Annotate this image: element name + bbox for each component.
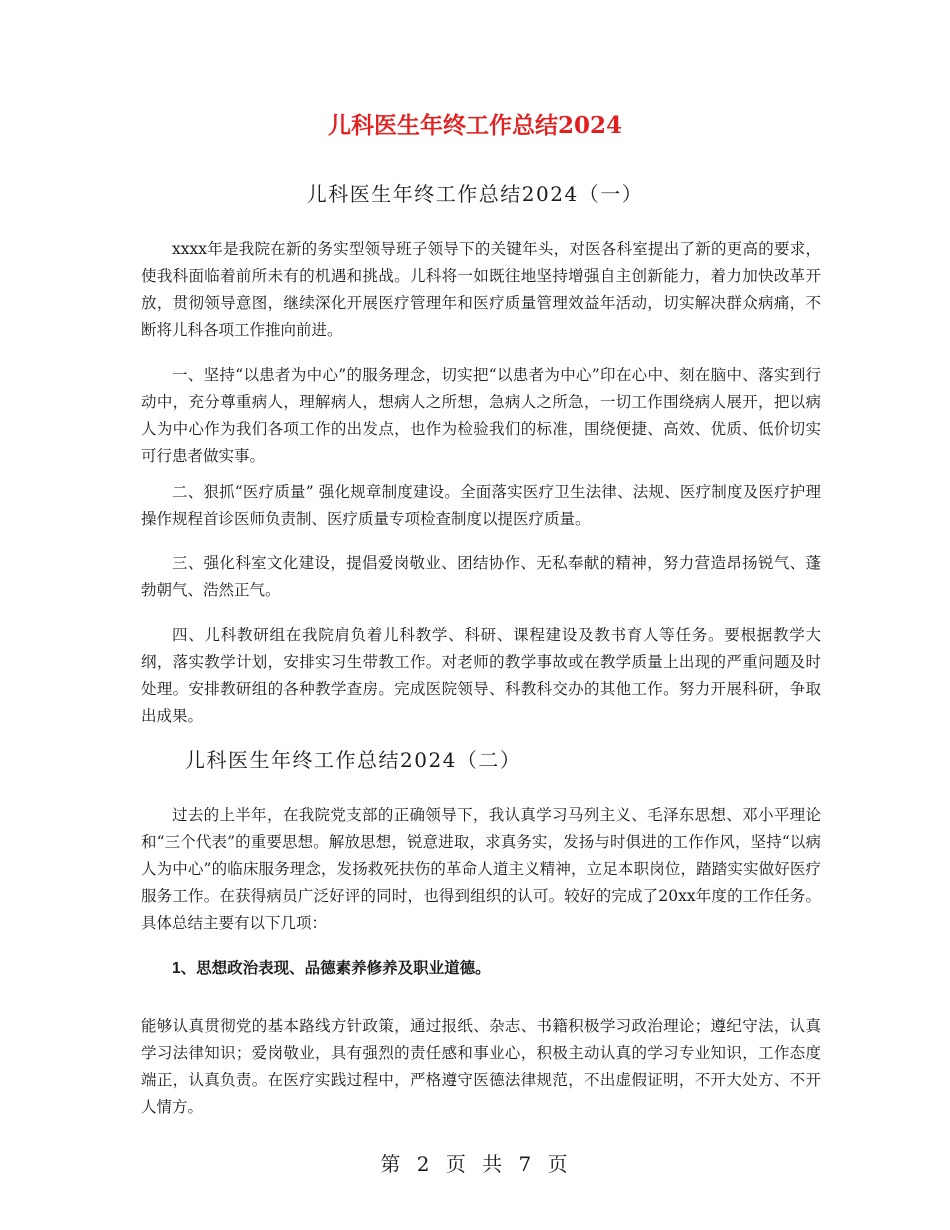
paragraph-point1-body: 能够认真贯彻党的基本路线方针政策，通过报纸、杂志、书籍积极学习政治理论；遵纪守法，认真学习法律知识；爱岗敬业，具有强烈的责任感和事业心，积极主动认真的学习专业知识，工作态度端正，认真负责。在医疗实践过程中，严格遵守医德法律规范，不出虚假证明，不开大处方、不开人情方。 — [141, 1017, 821, 1116]
paragraph-point-3: 三、强化科室文化建设，提倡爱岗敬业、团结协作、无私奉献的精神，努力营造昂扬锐气、蓬勃朝气、浩然正气。 — [141, 554, 821, 599]
section-heading-2: 儿科医生年终工作总结2024（二） — [185, 748, 522, 772]
paragraph-point-1: 一、坚持“以患者为中心”的服务理念，切实把“以患者为中心”印在心中、刻在脑中、落实到行动中，充分尊重病人，理解病人，想病人之所想，急病人之所急，一切工作围绕病人展开，把以病人为中心作为我们各项工作的出发点，也作为检验我们的标准，围绕便捷、高效、优质、低价切实可行患者做实事。 — [141, 366, 821, 465]
paragraph-point-2: 二、狠抓“医疗质量” 强化规章制度建设。全面落实医疗卫生法律、法规、医疗制度及医疗护理操作规程首诊医师负责制、医疗质量专项检查制度以提医疗质量。 — [141, 483, 821, 528]
paragraph-intro-2: 过去的上半年，在我院党支部的正确领导下，我认真学习马列主义、毛泽东思想、邓小平理论和“三个代表”的重要思想。解放思想，锐意进取，求真务实，发扬与时俱进的工作作风，坚持“以病人为中心”的临床服务理念，发扬救死扶伤的革命人道主义精神，立足本职岗位，踏踏实实做好医疗服务工作。在获得病员广泛好评的同时，也得到组织的认可。较好的完成了20xx年度的工作任务。具体总结主要有以下几项： — [141, 806, 821, 932]
section-heading-1: 儿科医生年终工作总结2024（一） — [306, 182, 644, 206]
paragraph-point-4: 四、儿科教研组在我院肩负着儿科教学、科研、课程建设及教书育人等任务。要根据教学大纲，落实教学计划，安排实习生带教工作。对老师的教学事故或在教学质量上出现的严重问题及时处理。安排教研组的各种教学查房。完成医院领导、科教科交办的其他工作。努力开展科研，争取出成果。 — [141, 626, 821, 725]
page-number-footer: 第 2 页 共 7 页 — [380, 1152, 570, 1176]
document-title: 儿科医生年终工作总结2024 — [327, 112, 622, 139]
point-heading-1: 1、思想政治表现、品德素养修养及职业道德。 — [172, 960, 491, 977]
paragraph-intro-1: xxxx年是我院在新的务实型领导班子领导下的关键年头，对医各科室提出了新的更高的要求，使我科面临着前所未有的机遇和挑战。儿科将一如既往地坚持增强自主创新能力，着力加快改革开放，贯彻领导意图，继续深化开展医疗管理年和医疗质量管理效益年活动，切实解决群众病痛，不断将儿科各项工作推向前进。 — [141, 240, 821, 339]
